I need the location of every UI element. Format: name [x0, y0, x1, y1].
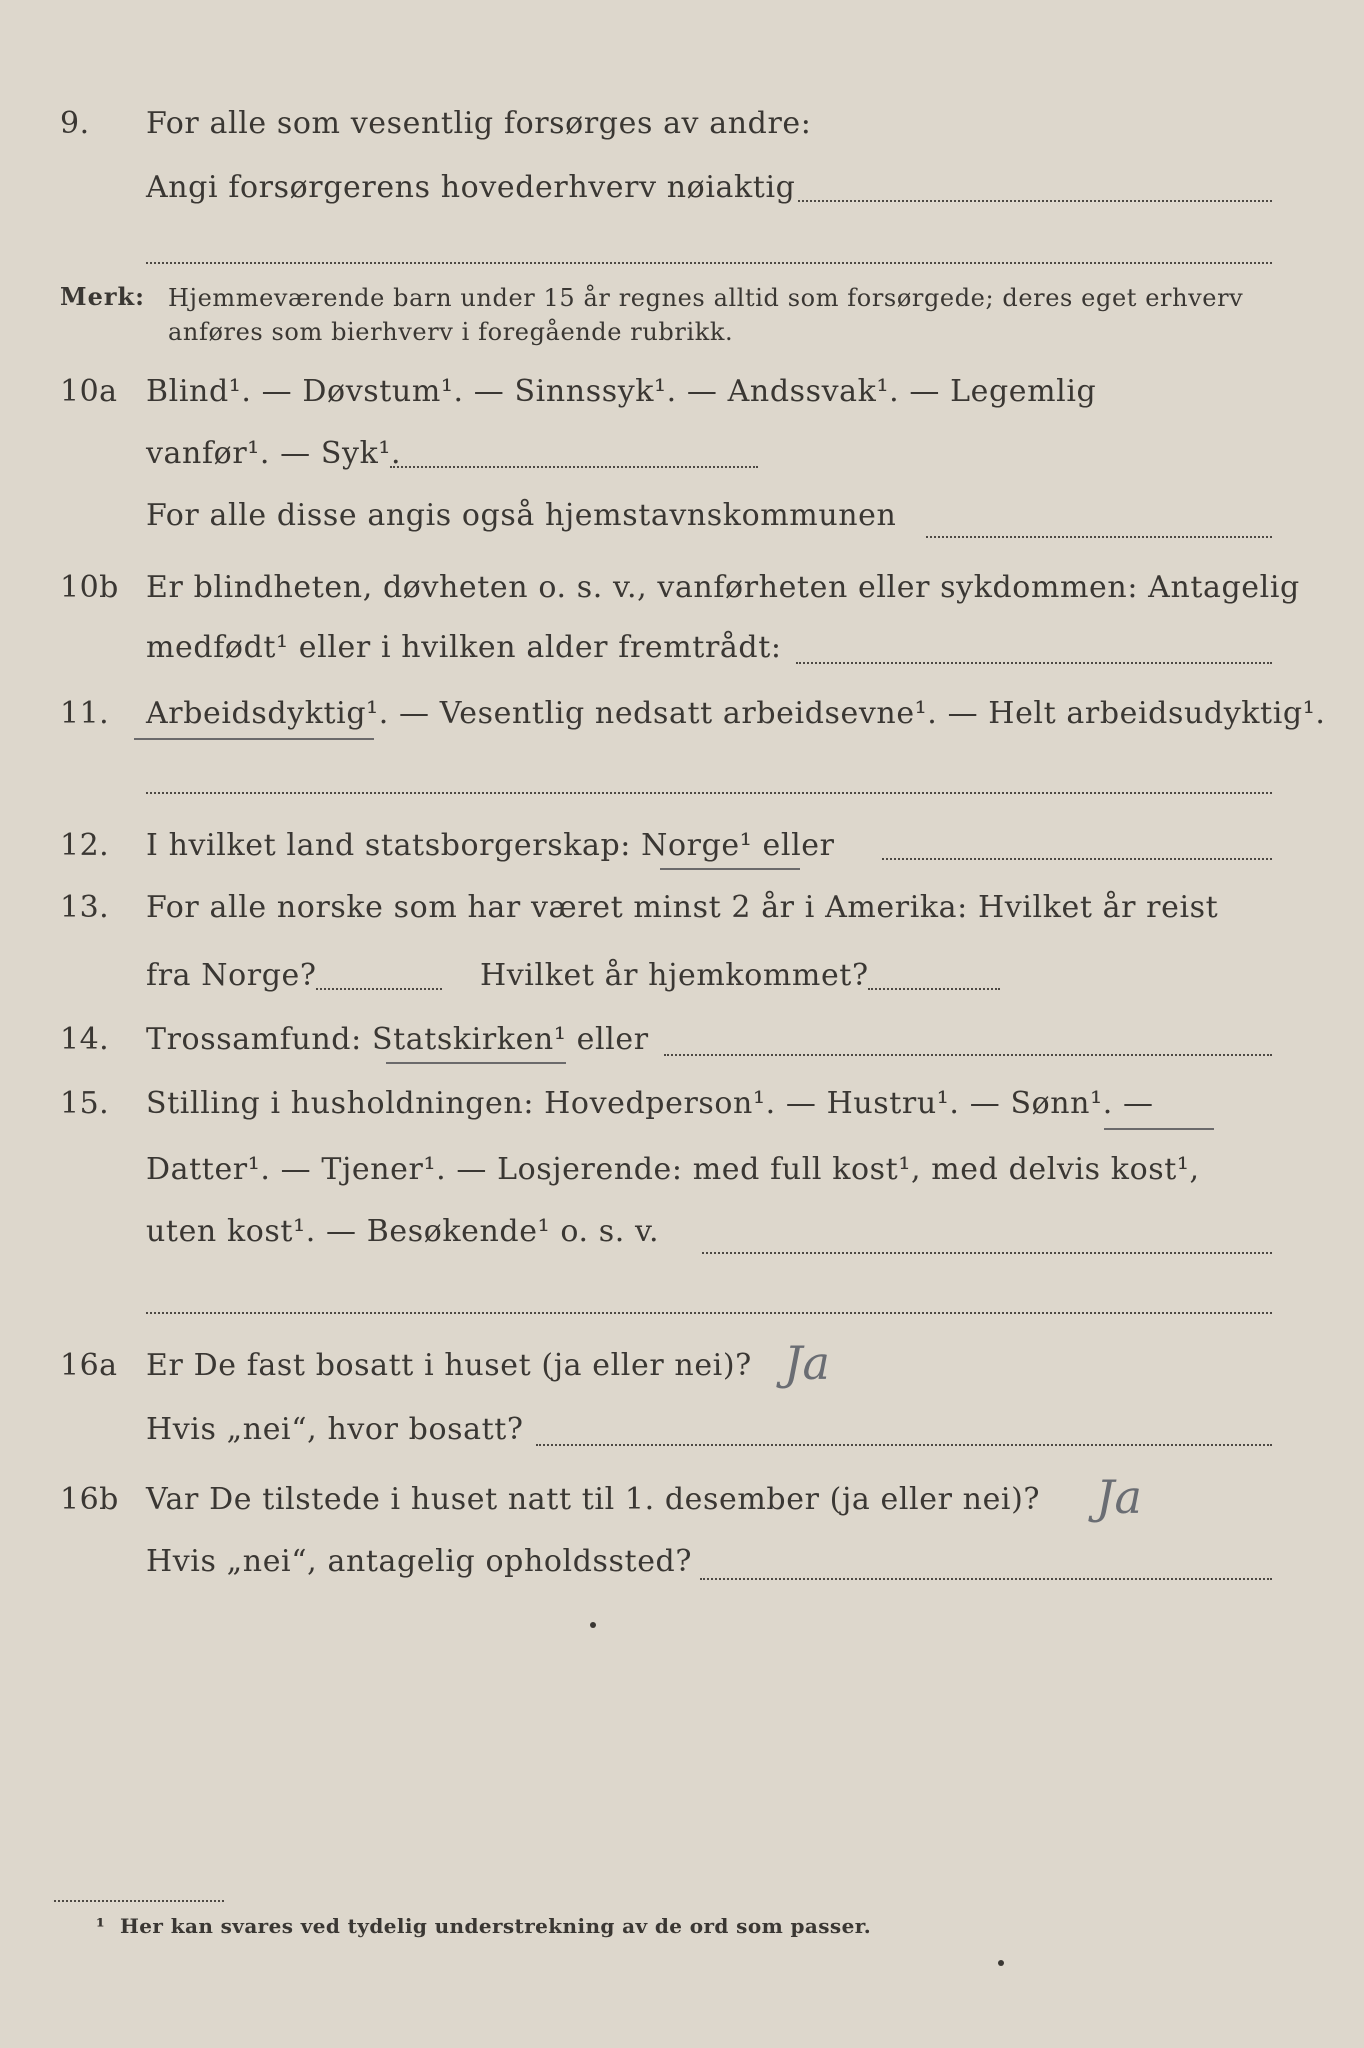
note-line1: Hjemmeværende barn under 15 år regnes alltid som forsørgede; deres eget erhverv — [168, 284, 1244, 312]
answer-line[interactable] — [146, 262, 1272, 264]
answer-line[interactable] — [702, 1252, 1272, 1254]
q16b-line1: Var De tilstede i huset natt til 1. desember (ja eller nei)? — [146, 1482, 1041, 1517]
q15-line2: Datter¹. — Tjener¹. — Losjerende: med full kost¹, med delvis kost¹, — [146, 1152, 1200, 1187]
q15-line3: uten kost¹. — Besøkende¹ o. s. v. — [146, 1214, 660, 1249]
q10b-line2: medfødt¹ eller i hvilken alder fremtrådt: — [146, 630, 782, 665]
note-line2: anføres som bierhverv i foregående rubrikk. — [168, 318, 734, 346]
underline-mark — [386, 1062, 566, 1064]
q15-option-underlined[interactable]: Sønn¹. — [1010, 1086, 1113, 1121]
q10a-line1: Blind¹. — Døvstum¹. — Sinnssyk¹. — Andssvak¹. — Legemlig — [146, 374, 1097, 409]
q16b-line2: Hvis „nei“, antagelig opholdssted? — [146, 1544, 693, 1579]
q12-pre: I hvilket land statsborgerskap: — [146, 828, 631, 863]
underline-mark — [1104, 1128, 1214, 1130]
answer-line[interactable] — [882, 858, 1272, 860]
q9-line1: For alle som vesentlig forsørges av andre: — [146, 106, 812, 141]
q12-line — [146, 828, 835, 863]
question-number: 11. — [60, 696, 110, 731]
answer-line[interactable] — [868, 988, 1000, 990]
q14-line — [146, 1022, 649, 1057]
q15-line1 — [146, 1086, 1154, 1121]
question-number: 9. — [60, 106, 90, 141]
answer-line[interactable] — [146, 1312, 1272, 1314]
answer-line[interactable] — [146, 792, 1272, 794]
footnote-mark: ¹ — [96, 1914, 106, 1938]
q11-rest: — Vesentlig nedsatt arbeidsevne¹. — Helt arbeidsudyktig¹. — [399, 696, 1326, 731]
answer-line[interactable] — [700, 1578, 1272, 1580]
question-number: 10b — [60, 570, 119, 605]
question-number: 12. — [60, 828, 110, 863]
answer-line[interactable] — [926, 536, 1272, 538]
underline-mark — [134, 738, 374, 740]
q13-line1: For alle norske som har været minst 2 år i Amerika: Hvilket år reist — [146, 890, 1219, 925]
answer-line[interactable] — [536, 1444, 1272, 1446]
question-number: 10a — [60, 374, 118, 409]
q13-line2b: Hvilket år hjemkommet? — [480, 958, 869, 993]
q16a-line2: Hvis „nei“, hvor bosatt? — [146, 1412, 524, 1447]
ink-speck — [590, 1622, 596, 1628]
question-number: 14. — [60, 1022, 110, 1057]
question-number: 13. — [60, 890, 110, 925]
q14-pre: Trossamfund: — [146, 1022, 362, 1057]
question-number: 16a — [60, 1348, 118, 1383]
handwritten-answer: Ja — [784, 1336, 830, 1390]
q15-line1b: — — [1123, 1086, 1154, 1121]
q15-line1a: Stilling i husholdningen: Hovedperson¹. — Hustru¹. — — [146, 1086, 1001, 1121]
q10a-line2: vanfør¹. — Syk¹. — [146, 436, 402, 471]
q16a-line1: Er De fast bosatt i huset (ja eller nei)? — [146, 1348, 752, 1383]
q10a-line3: For alle disse angis også hjemstavnskommunen — [146, 498, 897, 533]
footnote-text: Her kan svares ved tydelig understrekning av de ord som passer. — [120, 1914, 872, 1938]
answer-line[interactable] — [664, 1054, 1272, 1056]
question-number: 16b — [60, 1482, 119, 1517]
q11-line — [146, 696, 1325, 731]
q12-post: eller — [762, 828, 835, 863]
answer-line[interactable] — [796, 662, 1272, 664]
question-number: 15. — [60, 1086, 110, 1121]
answer-line[interactable] — [316, 988, 442, 990]
q11-option-underlined[interactable]: Arbeidsdyktig¹. — [146, 696, 389, 731]
underline-mark — [660, 868, 800, 870]
ink-speck — [998, 1960, 1004, 1966]
q12-option-underlined[interactable]: Norge¹ — [641, 828, 753, 863]
q13-line2a: fra Norge? — [146, 958, 317, 993]
answer-line[interactable] — [390, 466, 758, 468]
answer-line[interactable] — [798, 200, 1272, 202]
q14-post: eller — [576, 1022, 649, 1057]
q10b-line1: Er blindheten, døvheten o. s. v., vanførheten eller sykdommen: Antagelig — [146, 570, 1300, 605]
footnote-rule — [54, 1900, 224, 1902]
handwritten-answer: Ja — [1096, 1470, 1142, 1524]
note-label: Merk: — [60, 282, 145, 311]
q9-line2: Angi forsørgerens hovederhverv nøiaktig — [146, 170, 796, 205]
q14-option-underlined[interactable]: Statskirken¹ — [371, 1022, 567, 1057]
